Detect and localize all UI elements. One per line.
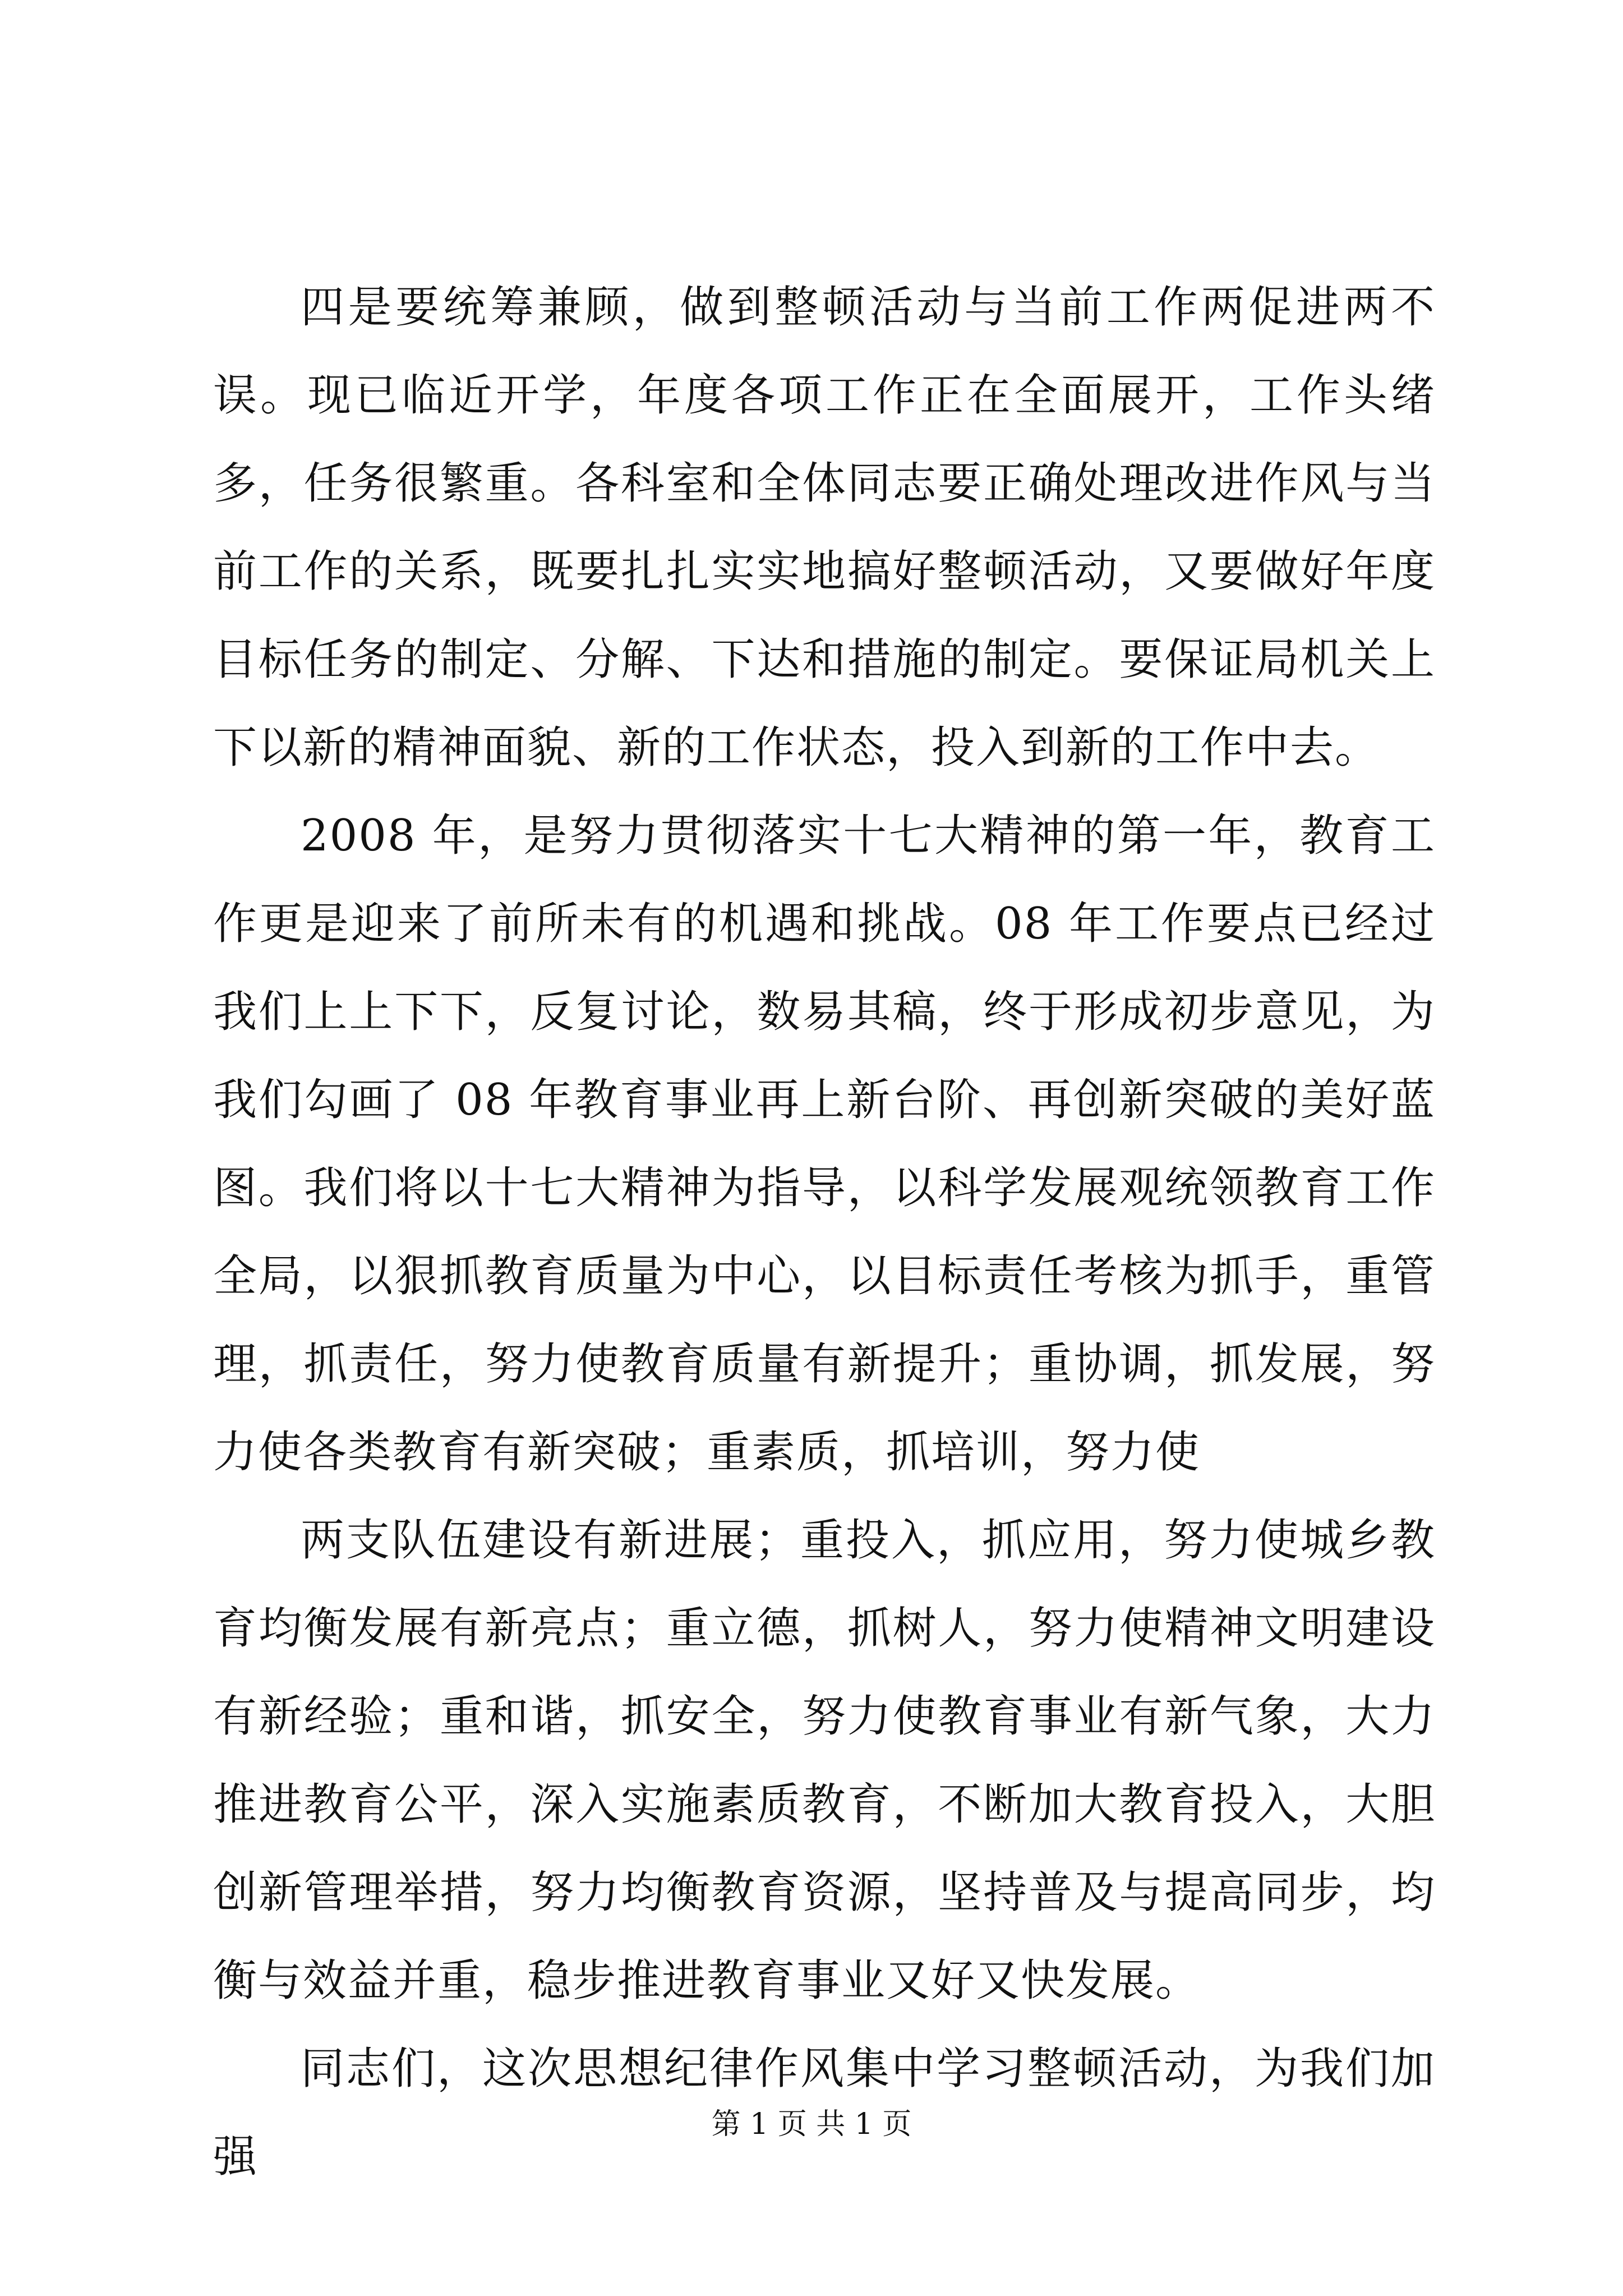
page-footer: 第 1 页 共 1 页	[711, 2108, 912, 2141]
document-body	[213, 264, 1436, 2201]
paragraph-3: 两支队伍建设有新进展；重投入，抓应用，努力使城乡教育均衡发展有新亮点；重立德，抓树人，努力使精神文明建设有新经验；重和谐，抓安全，努力使教育事业有新气象，大力推进教育公平，深入实施素质教育，不断加大教育投入，大胆创新管理举措，努力均衡教育资源，坚持普及与提高同步，均衡与效益并重，稳步推进教育事业又好又快发展。	[213, 1515, 1436, 2006]
paragraph-1: 四是要统筹兼顾，做到整顿活动与当前工作两促进两不误。现已临近开学，年度各项工作正在全面展开，工作头绪多，任务很繁重。各科室和全体同志要正确处理改进作风与当前工作的关系，既要扎扎实实地搞好整顿活动，又要做好年度目标任务的制定、分解、下达和措施的制定。要保证局机关上下以新的精神面貌、新的工作状态，投入到新的工作中去。	[213, 282, 1436, 773]
paragraph-2: 2008 年，是努力贯彻落实十七大精神的第一年，教育工作更是迎来了前所未有的机遇和挑战。08 年工作要点已经过我们上上下下，反复讨论，数易其稿，终于形成初步意见，为我们勾画了 08 年教育事业再上新台阶、再创新突破的美好蓝图。我们将以十七大精神为指导，以科学发展观统领教育工作全局，以狠抓教育质量为中心，以目标责任考核为抓手，重管理，抓责任，努力使教育质量有新提升；重协调，抓发展，努力使各类教育有新突破；重素质，抓培训，努力使	[213, 811, 1436, 1478]
paragraph-4: 同志们，这次思想纪律作风集中学习整顿活动，为我们加强	[213, 2044, 1436, 2182]
